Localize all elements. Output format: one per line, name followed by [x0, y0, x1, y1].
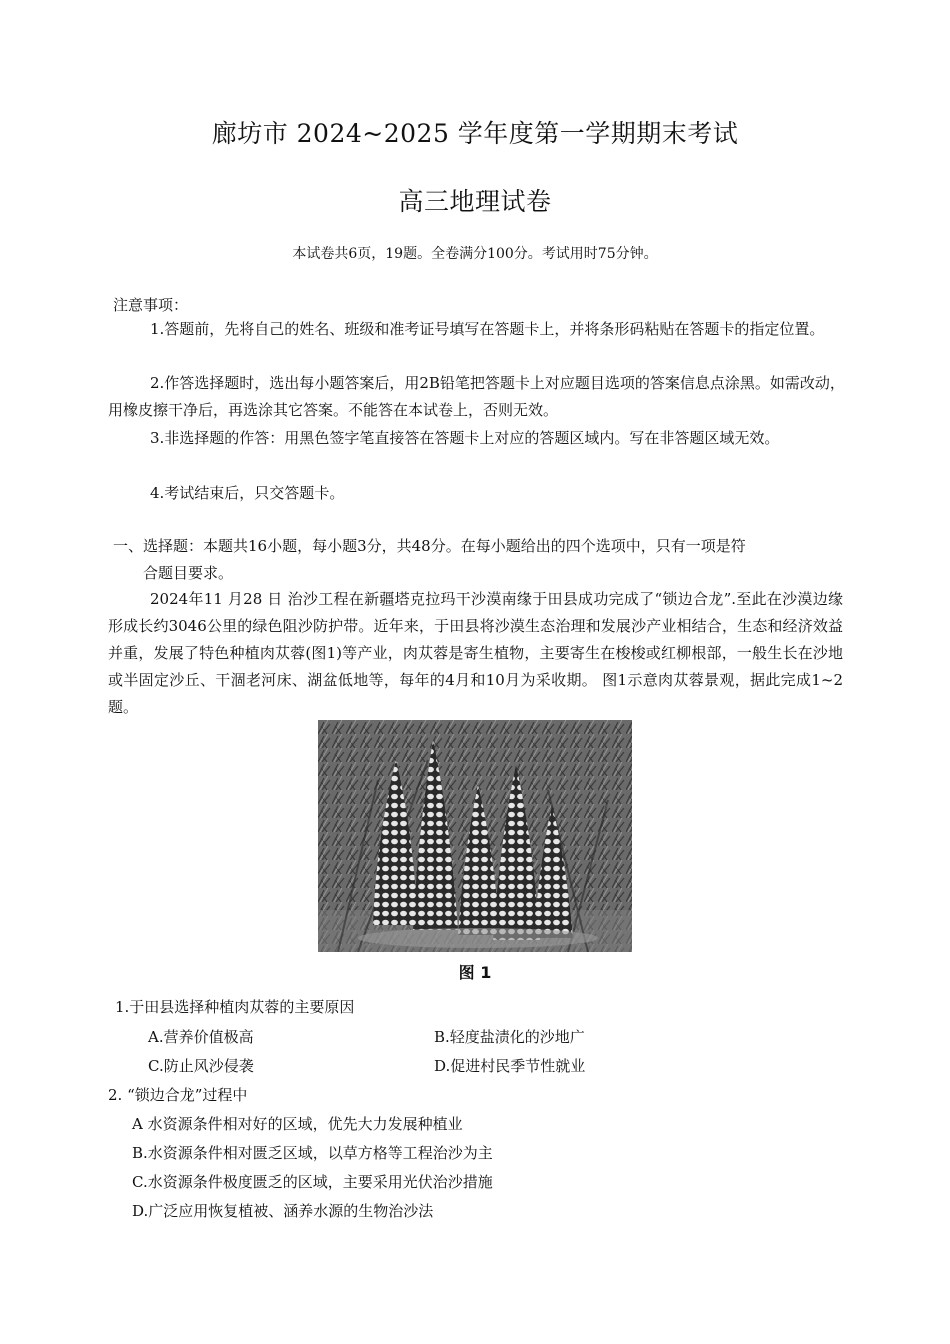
note-item-3: 3.非选择题的作答：用黑色签字笔直接答在答题卡上对应的答题区域内。写在非答题区域无效。 — [150, 429, 780, 447]
section-heading-line1: 一、选择题：本题共16小题，每小题3分，共48分。在每小题给出的四个选项中，只有一项是符 — [113, 537, 746, 555]
notes-heading: 注意事项： — [113, 296, 189, 314]
exam-subtitle: 高三地理试卷 — [398, 187, 552, 216]
note-item-1: 1.答题前，先将自己的姓名、班级和准考证号填写在答题卡上，并将条形码粘贴在答题卡的指定位置。 — [150, 320, 825, 338]
question-2-option-a[interactable]: A 水资源条件相对好的区域，优先大力发展种植业 — [132, 1115, 463, 1133]
question-1-option-c[interactable]: C.防止风沙侵袭 — [148, 1057, 254, 1075]
figure-caption: 图 1 — [458, 963, 492, 982]
question-2-option-c[interactable]: C.水资源条件极度匮乏的区域，主要采用光伏治沙措施 — [132, 1173, 493, 1191]
exam-info: 本试卷共6页，19题。全卷满分100分。考试用时75分钟。 — [292, 246, 658, 262]
question-2-stem: 2. “锁边合龙”过程中 — [108, 1086, 248, 1104]
note-item-4: 4.考试结束后，只交答题卡。 — [150, 484, 345, 502]
question-1-option-d[interactable]: D.促进村民季节性就业 — [434, 1057, 586, 1075]
question-2-option-b[interactable]: B.水资源条件相对匮乏区域，以草方格等工程治沙为主 — [132, 1144, 493, 1162]
section-heading-line2: 合题目要求。 — [143, 564, 234, 582]
question-2-option-d[interactable]: D.广泛应用恢复植被、涵养水源的生物治沙法 — [132, 1202, 434, 1220]
exam-title: 廊坊市 2024~2025 学年度第一学期期末考试 — [211, 119, 739, 148]
section-heading — [113, 533, 843, 587]
passage-text: 2024年11 月28 日 治沙工程在新疆塔克拉玛干沙漠南缘于田县成功完成了“锁边合龙”.至此在沙漠边缘形成长约3046公里的绿色阻沙防护带。近年来，于田县将沙漠生态治理和发展沙产业相结合，生态和经济效益并重，发展了特色种植肉苁蓉(图1)等产业，肉苁蓉是寄生植物，主要寄生在梭梭或红柳根部，一般生长在沙地或半固定沙丘、干涸老河床、湖盆低地等，每年的4月和10月为采收期。 图1示意肉苁蓉景观，据此完成1~2题。 — [108, 590, 843, 716]
question-1-option-a[interactable]: A.营养价值极高 — [148, 1028, 254, 1046]
question-1-option-b[interactable]: B.轻度盐渍化的沙地广 — [434, 1028, 585, 1046]
cistanche-photo — [318, 720, 632, 952]
note-item-2: 2.作答选择题时，选出每小题答案后，用2B铅笔把答题卡上对应题目选项的答案信息点涂黑。如需改动，用橡皮擦干净后，再选涂其它答案。不能答在本试卷上，否则无效。 — [108, 374, 845, 419]
question-1-stem: 1.于田县选择种植肉苁蓉的主要原因 — [115, 998, 355, 1016]
